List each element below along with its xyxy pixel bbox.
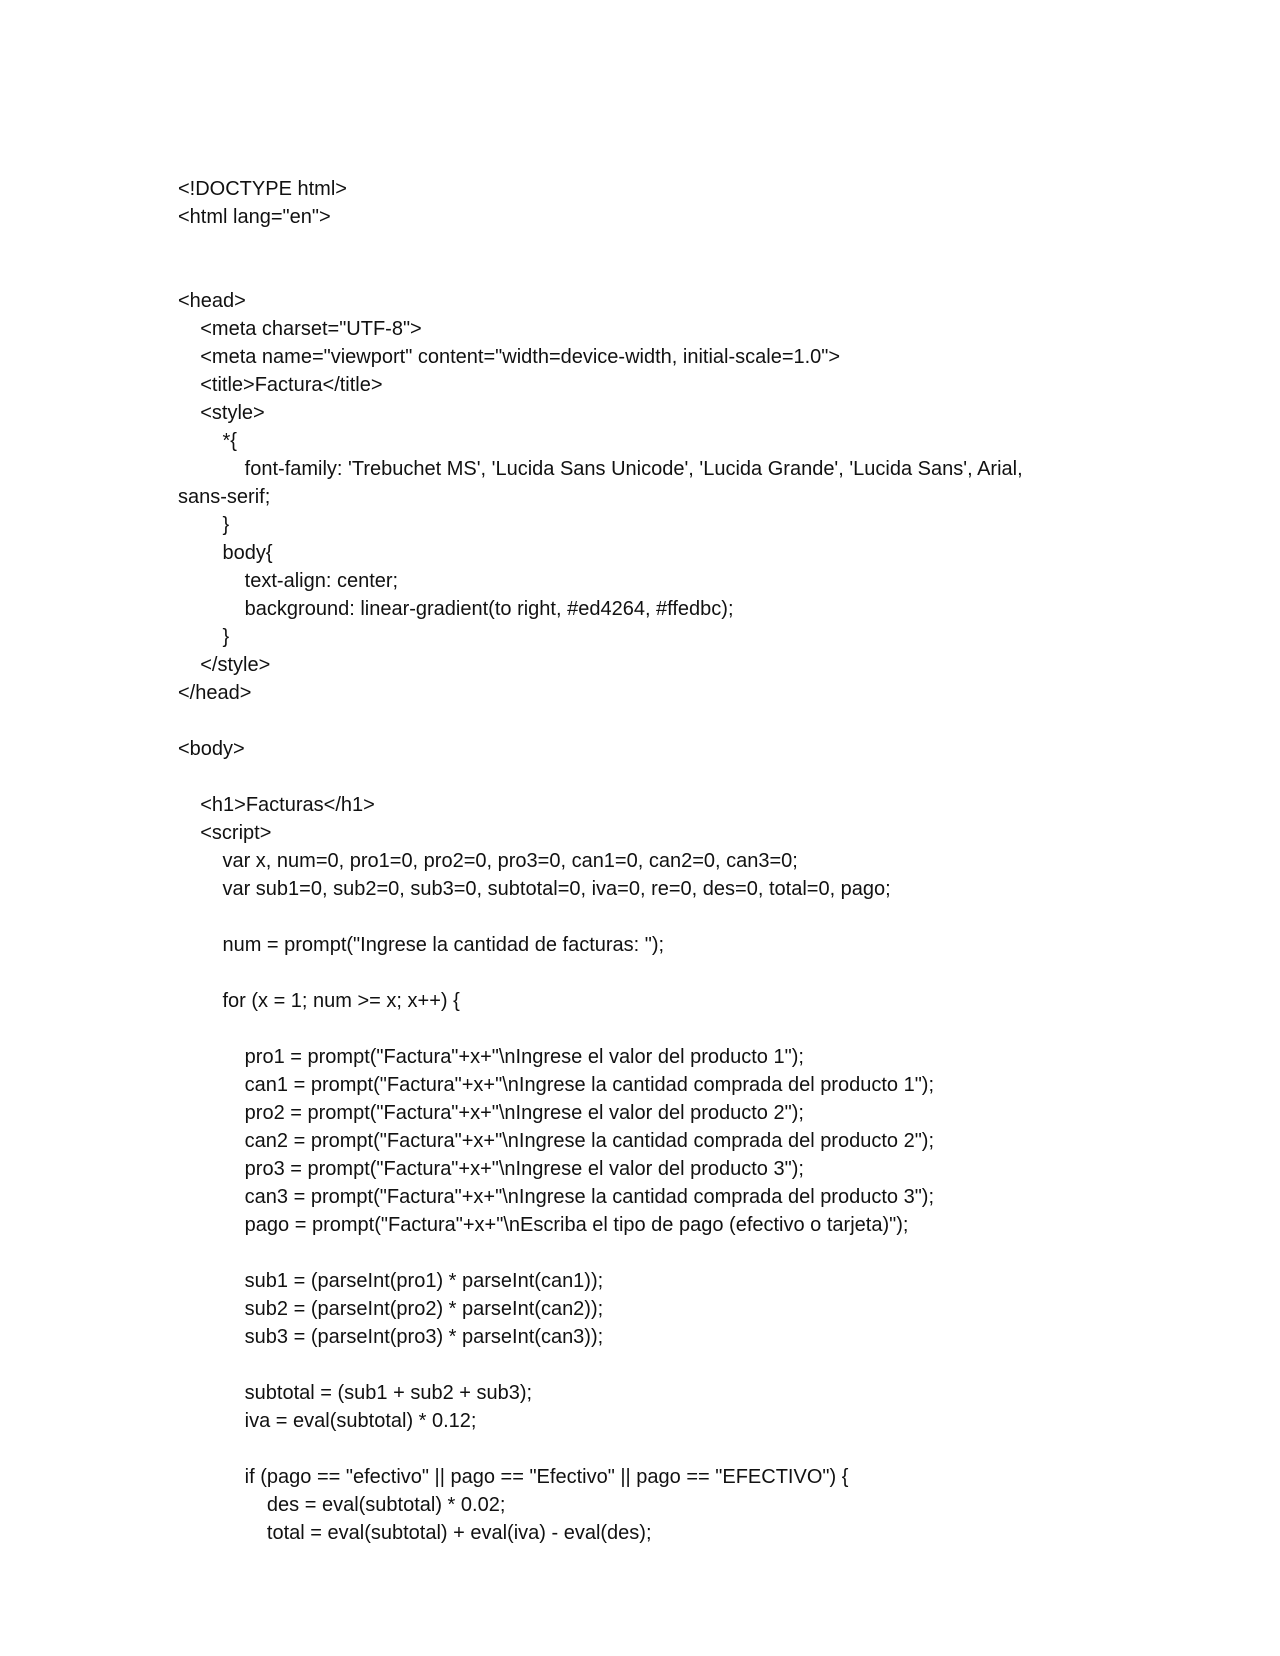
- code-line: }: [178, 626, 230, 648]
- code-line: <!DOCTYPE html>: [178, 178, 347, 200]
- code-line: <meta name="viewport" content="width=device-width, initial-scale=1.0">: [178, 346, 841, 368]
- code-line: pago = prompt("Factura"+x+"\nEscriba el tipo de pago (efectivo o tarjeta)");: [178, 1214, 909, 1236]
- code-line: for (x = 1; num >= x; x++) {: [178, 990, 460, 1012]
- code-line: pro2 = prompt("Factura"+x+"\nIngrese el valor del producto 2");: [178, 1102, 804, 1124]
- code-line: can2 = prompt("Factura"+x+"\nIngrese la cantidad comprada del producto 2");: [178, 1130, 935, 1152]
- code-line: <body>: [178, 738, 245, 760]
- code-line: text-align: center;: [178, 570, 399, 592]
- code-line: [178, 1435, 1078, 1463]
- code-line: <style>: [178, 402, 265, 424]
- code-line: [178, 903, 1078, 931]
- code-line: sub3 = (parseInt(pro3) * parseInt(can3));: [178, 1326, 604, 1348]
- code-line: <title>Factura</title>: [178, 374, 383, 396]
- code-line: iva = eval(subtotal) * 0.12;: [178, 1410, 477, 1432]
- code-line: des = eval(subtotal) * 0.02;: [178, 1494, 506, 1516]
- code-line: pro3 = prompt("Factura"+x+"\nIngrese el valor del producto 3");: [178, 1158, 804, 1180]
- code-line: total = eval(subtotal) + eval(iva) - eval(des);: [178, 1522, 652, 1544]
- code-line: background: linear-gradient(to right, #ed4264, #ffedbc);: [178, 598, 734, 620]
- code-line: body{: [178, 542, 273, 564]
- code-line: var x, num=0, pro1=0, pro2=0, pro3=0, can1=0, can2=0, can3=0;: [178, 850, 798, 872]
- code-line: can3 = prompt("Factura"+x+"\nIngrese la cantidad comprada del producto 3");: [178, 1186, 935, 1208]
- code-line: *{: [178, 430, 237, 452]
- code-line: <script>: [178, 822, 272, 844]
- code-line: [178, 259, 1078, 287]
- code-line: font-family: 'Trebuchet MS', 'Lucida Sans Unicode', 'Lucida Grande', 'Lucida Sans', Arial,: [178, 458, 1023, 480]
- code-line: [178, 707, 1078, 735]
- code-line: can1 = prompt("Factura"+x+"\nIngrese la cantidad comprada del producto 1");: [178, 1074, 935, 1096]
- code-line: </style>: [178, 654, 271, 676]
- code-line: <h1>Facturas</h1>: [178, 794, 375, 816]
- code-line: sans-serif;: [178, 486, 271, 508]
- code-line: <html lang="en">: [178, 206, 331, 228]
- code-line: var sub1=0, sub2=0, sub3=0, subtotal=0, iva=0, re=0, des=0, total=0, pago;: [178, 878, 891, 900]
- code-line: [178, 959, 1078, 987]
- code-line: [178, 231, 1078, 259]
- code-line: }: [178, 514, 230, 536]
- code-line: if (pago == "efectivo" || pago == "Efectivo" || pago == "EFECTIVO") {: [178, 1466, 849, 1488]
- code-line: <head>: [178, 290, 246, 312]
- code-line: sub2 = (parseInt(pro2) * parseInt(can2));: [178, 1298, 604, 1320]
- code-line: <meta charset="UTF-8">: [178, 318, 422, 340]
- code-line: sub1 = (parseInt(pro1) * parseInt(can1));: [178, 1270, 604, 1292]
- code-line: [178, 1015, 1078, 1043]
- code-line: [178, 1351, 1078, 1379]
- code-line: [178, 763, 1078, 791]
- code-line: subtotal = (sub1 + sub2 + sub3);: [178, 1382, 533, 1404]
- code-line: </head>: [178, 682, 252, 704]
- code-line: pro1 = prompt("Factura"+x+"\nIngrese el valor del producto 1");: [178, 1046, 804, 1068]
- code-line: [178, 1239, 1078, 1267]
- code-line: num = prompt("Ingrese la cantidad de facturas: ");: [178, 934, 665, 956]
- code-listing: [178, 175, 1078, 1547]
